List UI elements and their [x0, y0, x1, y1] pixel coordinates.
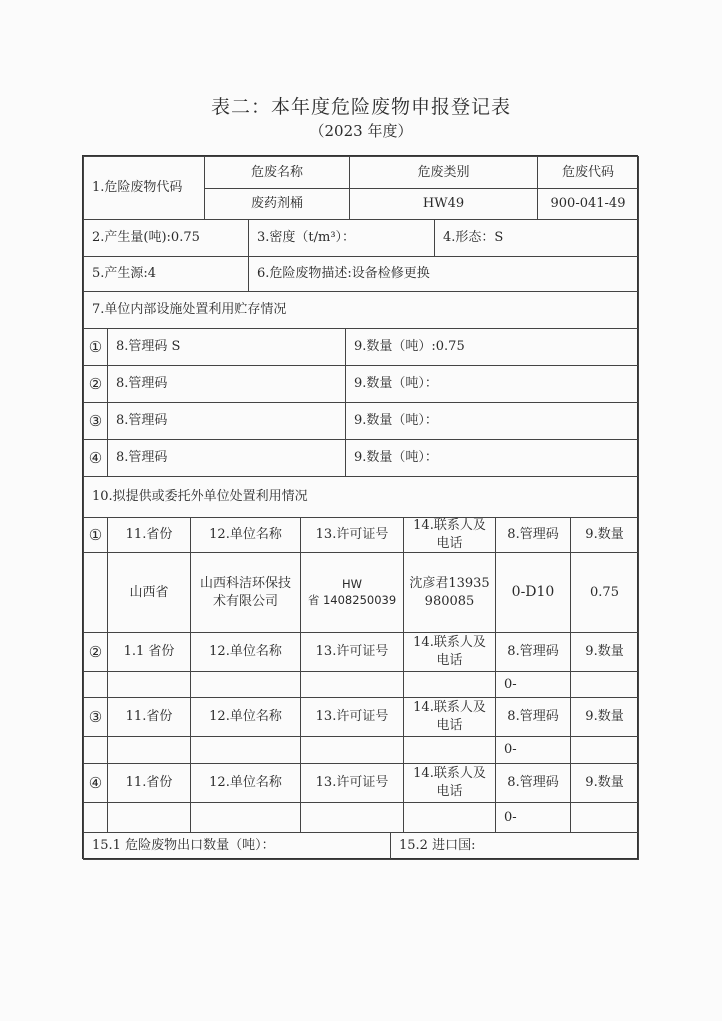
s10-empty-cell [403, 671, 496, 698]
s7-row-number: ③ [83, 402, 108, 440]
s10-empty-cell [190, 802, 301, 833]
s7-quantity: 9.数量（吨）： [345, 402, 639, 440]
s10-empty-cell [300, 802, 404, 833]
mgmt-code-header: 8.管理码 [495, 632, 571, 672]
contact-header: 14.联系人及电话 [403, 763, 496, 803]
s7-quantity: 9.数量（吨）： [345, 439, 639, 477]
contact-header: 14.联系人及电话 [403, 517, 496, 553]
density: 3.密度（t/m³）： [248, 219, 435, 257]
province-value: 山西省 [107, 552, 191, 633]
license-header: 13.许可证号 [300, 517, 404, 553]
s10-group-number: ③ [83, 697, 108, 737]
license-number: 省 1408250039 [307, 592, 397, 607]
s10-empty-cell [83, 671, 108, 698]
province-header: 11.省份 [107, 763, 191, 803]
s7-mgmt-code: 8.管理码 S [107, 328, 346, 366]
s10-group-number: ② [83, 632, 108, 672]
province-header: 1.1 省份 [107, 632, 191, 672]
waste-description: 6.危险废物描述:设备检修更换 [248, 256, 639, 292]
s10-empty-cell [190, 736, 301, 764]
contact-header: 14.联系人及电话 [403, 632, 496, 672]
generation-amount: 2.产生量(吨):0.75 [83, 219, 249, 257]
s10-empty-cell [570, 671, 639, 698]
page-title: 表二：本年度危险废物申报登记表 [210, 96, 511, 118]
physical-form: 4.形态：S [434, 219, 639, 257]
waste-code-value: 900-041-49 [537, 188, 639, 220]
s7-mgmt-code: 8.管理码 [107, 365, 346, 403]
s7-row-number: ④ [83, 439, 108, 477]
waste-code-label: 1.危险废物代码 [83, 156, 205, 220]
quantity-header: 9.数量 [570, 632, 639, 672]
s10-empty-cell [300, 736, 404, 764]
waste-name-header: 危废名称 [204, 156, 350, 189]
s10-group-number: ① [83, 517, 108, 553]
s7-row-number: ① [83, 328, 108, 366]
contact-header: 14.联系人及电话 [403, 697, 496, 737]
export-quantity: 15.1 危险废物出口数量（吨）： [83, 832, 391, 860]
waste-category-value: HW49 [349, 188, 538, 220]
section10-title: 10.拟提供或委托外单位处置利用情况 [83, 476, 639, 518]
s7-mgmt-code: 8.管理码 [107, 439, 346, 477]
mgmt-code-header: 8.管理码 [495, 763, 571, 803]
quantity-header: 9.数量 [570, 517, 639, 553]
s7-quantity: 9.数量（吨）:0.75 [345, 328, 639, 366]
s10-empty-cell [190, 671, 301, 698]
waste-code-header: 危废代码 [537, 156, 639, 189]
waste-category-header: 危废类别 [349, 156, 538, 189]
s10-empty-cell [83, 552, 108, 633]
generation-source: 5.产生源:4 [83, 256, 249, 292]
s10-empty-cell [403, 802, 496, 833]
s10-empty-cell [83, 802, 108, 833]
mgmt-code-value: 0- [495, 802, 571, 833]
unit-name-header: 12.单位名称 [190, 517, 301, 553]
page-subtitle: （2023 年度） [309, 122, 413, 140]
s10-empty-cell [300, 671, 404, 698]
mgmt-code-header: 8.管理码 [495, 697, 571, 737]
s10-empty-cell [83, 736, 108, 764]
quantity-value: 0.75 [570, 552, 639, 633]
waste-name-value: 废药剂桶 [204, 188, 350, 220]
unit-name-header: 12.单位名称 [190, 697, 301, 737]
quantity-header: 9.数量 [570, 763, 639, 803]
s10-empty-cell [107, 671, 191, 698]
province-header: 11.省份 [107, 697, 191, 737]
license-header: 13.许可证号 [300, 632, 404, 672]
license-prefix: HW [341, 576, 363, 591]
declaration-table [82, 155, 638, 859]
mgmt-code-value: 0- [495, 736, 571, 764]
s7-mgmt-code: 8.管理码 [107, 402, 346, 440]
s7-row-number: ② [83, 365, 108, 403]
mgmt-code-value: 0- [495, 671, 571, 698]
s10-empty-cell [107, 802, 191, 833]
unit-name-header: 12.单位名称 [190, 763, 301, 803]
license-header: 13.许可证号 [300, 763, 404, 803]
province-header: 11.省份 [107, 517, 191, 553]
mgmt-code-value: 0-D10 [495, 552, 571, 633]
s10-empty-cell [403, 736, 496, 764]
s10-group-number: ④ [83, 763, 108, 803]
import-country: 15.2 进口国: [390, 832, 639, 860]
unit-name-header: 12.单位名称 [190, 632, 301, 672]
quantity-header: 9.数量 [570, 697, 639, 737]
unit-name-value: 山西科洁环保技术有限公司 [190, 552, 301, 633]
section7-title: 7.单位内部设施处置利用贮存情况 [83, 291, 639, 329]
s10-empty-cell [570, 736, 639, 764]
s10-empty-cell [570, 802, 639, 833]
contact-value: 沈彦君13935980085 [403, 552, 496, 633]
license-header: 13.许可证号 [300, 697, 404, 737]
mgmt-code-header: 8.管理码 [495, 517, 571, 553]
s7-quantity: 9.数量（吨）： [345, 365, 639, 403]
s10-empty-cell [107, 736, 191, 764]
license-value [300, 552, 404, 633]
